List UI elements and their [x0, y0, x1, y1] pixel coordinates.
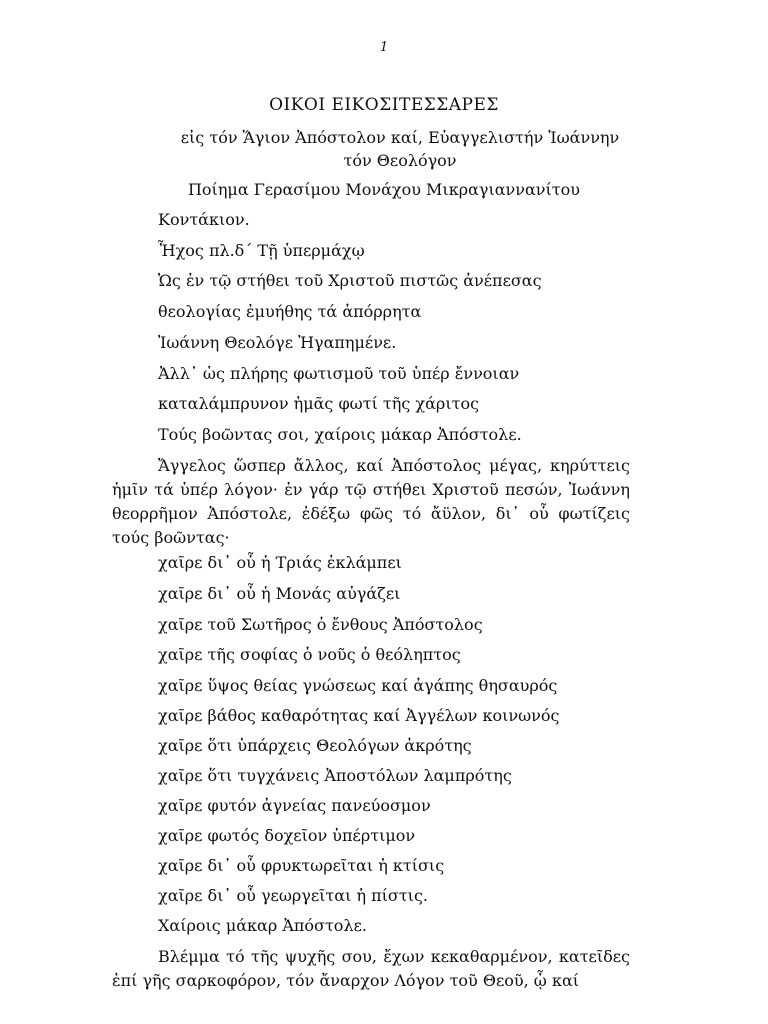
- chairetismos-line: χαῖρε ὅτι τυγχάνεις Ἀποστόλων λαμπρότης: [158, 766, 512, 785]
- chairetismos-line: χαῖρε φυτόν ἁγνείας πανεύοσμον: [158, 796, 431, 815]
- kontakion-tone: Ἦχος πλ.δ΄ Τῇ ὑπερμάχῳ: [158, 241, 365, 260]
- kontakion-line: Ὡς ἐν τῷ στήθει τοῦ Χριστοῦ πιστῶς ἀνέπεσας: [158, 271, 542, 290]
- chairetismos-line: χαῖρε τῆς σοφίας ὁ νοῦς ὁ θεόληπτος: [158, 645, 461, 664]
- chairetismos-line: χαῖρε βάθος καθαρότητας καί Ἀγγέλων κοινωνός: [158, 706, 560, 725]
- oikos-paragraph: Ἄγγελος ὥσπερ ἄλλος, καί Ἀπόστολος μέγας, κηρύττεις ἡμῖν τά ὑπέρ λόγον· ἐν γάρ τῷ στήθει Χριστοῦ πεσών, Ἰωάννη θεορρῆμον Ἀπόστολε, ἐδέξω φῶς τό ἄϋλον, δι᾽ οὗ φωτίζεις τούς βοῶντας·: [112, 456, 630, 547]
- chairetismos-line: χαῖρε ὅτι ὑπάρχεις Θεολόγων ἀκρότης: [158, 736, 472, 755]
- oikos-paragraph: Βλέμμα τό τῆς ψυχῆς σου, ἔχων κεκαθαρμένον, κατεῖδες ἐπί γῆς σαρκοφόρον, τόν ἄναρχον Λόγον τοῦ Θεοῦ, ᾧ καί: [112, 947, 630, 990]
- kontakion-line: Ἰωάννη Θεολόγε Ἠγαπημένε.: [158, 333, 397, 352]
- kontakion-heading: Κοντάκιον.: [158, 210, 250, 229]
- chairetismos-line: χαῖρε δι᾽ οὗ φρυκτωρεῖται ἡ κτίσις: [158, 856, 445, 875]
- chairetismos-line: χαῖρε δι᾽ οὗ ἡ Τριάς ἐκλάμπει: [158, 553, 402, 572]
- kontakion-line: καταλάμπρυνον ἡμᾶς φωτί τῆς χάριτος: [158, 394, 480, 413]
- dedication: [150, 126, 650, 172]
- kontakion-line: Ἀλλ᾽ ὡς πλήρης φωτισμοῦ τοῦ ὑπέρ ἔννοιαν: [158, 364, 520, 383]
- document-title: ΟΙΚΟΙ ΕΙΚΟΣΙΤΕΣΣΑΡΕΣ: [269, 95, 499, 115]
- chairetismos-line: χαῖρε φωτός δοχεῖον ὑπέρτιμον: [158, 826, 416, 845]
- kontakion-line: θεολογίας ἐμυήθης τά ἀπόρρητα: [158, 302, 422, 321]
- dedication-line: εἰς τόν Ἅγιον Ἀπόστολον καί, Εὐαγγελιστήν Ἰωάννην: [180, 128, 620, 147]
- kontakion-line: Τούς βοῶντας σοι, χαίροις μάκαρ Ἀπόστολε.: [158, 425, 522, 444]
- chairetismos-line: χαῖρε τοῦ Σωτῆρος ὁ ἔνθους Ἀπόστολος: [158, 615, 483, 634]
- author-line: Ποίημα Γερασίμου Μονάχου Μικραγιαννανίτου: [187, 180, 581, 199]
- oikos-refrain: Χαίροις μάκαρ Ἀπόστολε.: [158, 916, 367, 935]
- page-number: 1: [379, 40, 389, 55]
- chairetismos-line: χαῖρε ὕψος θείας γνώσεως καί ἀγάπης θησαυρός: [158, 676, 558, 695]
- dedication-line: τόν Θεολόγον: [343, 151, 457, 170]
- chairetismos-line: χαῖρε δι᾽ οὗ γεωργεῖται ἡ πίστις.: [158, 886, 428, 905]
- chairetismos-line: χαῖρε δι᾽ οὗ ἡ Μονάς αὐγάζει: [158, 584, 401, 603]
